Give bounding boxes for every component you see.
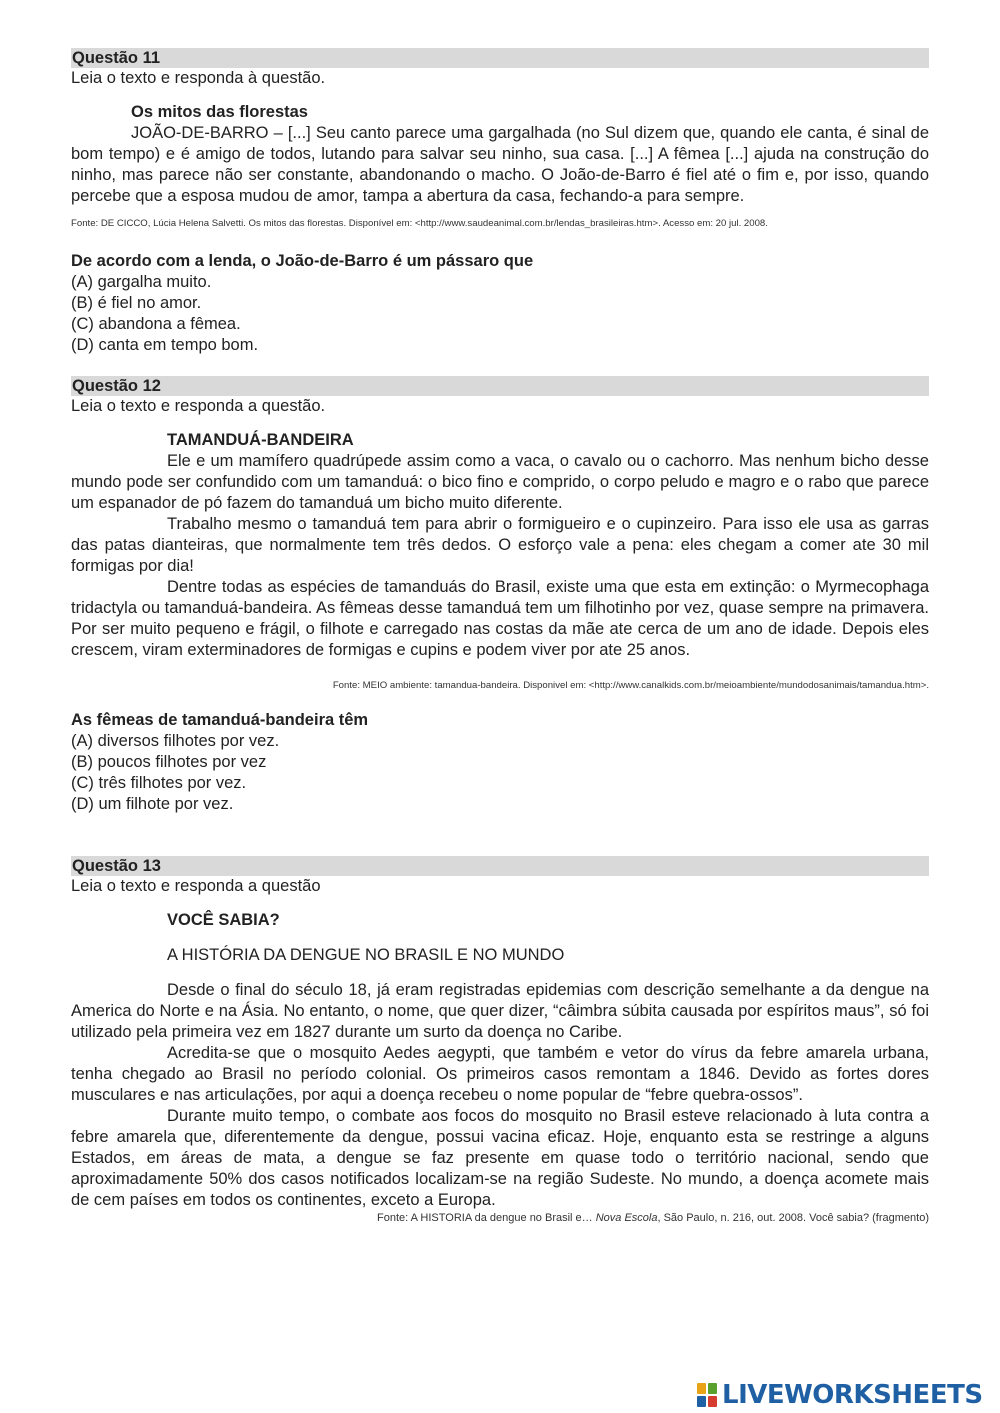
question-13-source-prefix: Fonte: A HISTORIA da dengue no Brasil e… [377,1212,596,1224]
question-12-option-c[interactable]: (C) três filhotes por vez. [71,774,247,792]
question-11-stem: De acordo com a lenda, o João-de-Barro é um pássaro que [71,252,534,270]
question-11-text-title: Os mitos das florestas [131,103,308,121]
question-11-option-a[interactable]: (A) gargalha muito. [71,273,212,291]
question-12-option-b[interactable]: (B) poucos filhotes por vez [71,753,267,771]
question-13-instruction: Leia o texto e responda a questão [71,877,321,895]
question-11-option-b[interactable]: (B) é fiel no amor. [71,294,202,312]
question-11-text-paragraph: JOÃO-DE-BARRO – [...] Seu canto parece uma gargalhada (no Sul dizem que, quando ele canta, é sinal de bom tempo) e é amigo de todos, lutando para salvar seu ninho, sua casa. [...] A fêmea [...] ajuda na construção do ninho, mas parece não ser constante, abandonando o macho. O João-de-Barro é fiel até o fim e, por isso, quando percebe que a esposa mudou de amor, tampa a abertura da casa, fechando-a para sempre. [71,124,929,205]
question-12-instruction: Leia o texto e responda a questão. [71,397,326,415]
question-13-paragraph-3: Durante muito tempo, o combate aos focos do mosquito no Brasil esteve relacionado à luta contra a febre amarela que, diferentemente da dengue, possui vacina eficaz. Hoje, enquanto esta se restringe a alguns Estados, em áreas de mata, a dengue se faz presente em quase todo o território nacional, sendo que aproximadamente 50% dos casos notificados localizam-se na região Sudeste. No mundo, a doença acomete mais de cem países em todos os continentes, exceto a Europa. [71,1107,929,1209]
question-12-text-title: TAMANDUÁ-BANDEIRA [167,431,354,449]
question-13-source-journal: Nova Escola [595,1212,658,1224]
question-12-paragraph-3: Dentre todas as espécies de tamanduás do Brasil, existe uma que esta em extinção: o Myrmecophaga tridactyla ou tamanduá-bandeira. As fêmeas desse tamanduá tem um filhotinho por vez, quase sempre na primavera. Por ser muito pequeno e frágil, o filhote e carregado nas costas da mãe ate cerca de um ano de idade. Depois eles crescem, viram exterminadores de formigas e cupins e podem viver por ate 25 anos. [71,578,929,659]
question-12-paragraph-1: Ele e um mamífero quadrúpede assim como a vaca, o cavalo ou o cachorro. Mas nenhum bicho desse mundo pode ser confundido com um tamanduá: o bico fino e comprido, o corpo peludo e magro e o rabo que parece um espanador de pó fazem do tamanduá um bicho muito diferente. [71,452,929,512]
question-11-source: Fonte: DE CICCO, Lúcia Helena Salvetti. Os mitos das florestas. Disponível em: <http://www.saudeanimal.com.br/lendas_brasileiras.htm>. Acesso em: 20 jul. 2008. [71,218,768,229]
question-11-option-c[interactable]: (C) abandona a fêmea. [71,315,241,333]
worksheet-page [71,48,929,1225]
question-13-header: Questão 13 [71,856,929,876]
question-11-header: Questão 11 [71,48,929,68]
question-12-header: Questão 12 [71,376,929,396]
question-12-option-a[interactable]: (A) diversos filhotes por vez. [71,732,280,750]
liveworksheets-logo[interactable] [696,1379,983,1411]
question-11-option-d[interactable]: (D) canta em tempo bom. [71,336,259,354]
liveworksheets-logo-icon [696,1382,718,1408]
question-11-instruction: Leia o texto e responda à questão. [71,69,326,87]
question-12-stem: As fêmeas de tamanduá-bandeira têm [71,711,369,729]
question-12-paragraph-2: Trabalho mesmo o tamanduá tem para abrir o formigueiro e o cupinzeiro. Para isso ele usa as garras das patas dianteiras, que normalmente tem três dedos. O esforço vale a pena: eles chegam a comer ate 30 mil formigas por dia! [71,515,929,575]
question-12-option-d[interactable]: (D) um filhote por vez. [71,795,234,813]
question-13-paragraph-2: Acredita-se que o mosquito Aedes aegypti, que também e vetor do vírus da febre amarela urbana, tenha chegado ao Brasil no período colonial. Os primeiros casos remontam a 1846. Devido as fortes dores musculares e nas articulações, por aqui a doença recebeu o nome popular de “febre quebra-ossos”. [71,1044,929,1104]
question-13-source-suffix: , São Paulo, n. 216, out. 2008. Você sabia? (fragmento) [657,1212,929,1224]
question-13-text-title: VOCÊ SABIA? [167,911,280,929]
question-12-source: Fonte: MEIO ambiente: tamandua-bandeira. Disponivel em: <http://www.canalkids.com.br/meioambiente/mundodosanimais/tamandua.htm>. [332,680,929,691]
liveworksheets-logo-text: LIVEWORKSHEETS [722,1380,983,1410]
question-13-paragraph-1: Desde o final do século 18, já eram registradas epidemias com descrição semelhante a da dengue na America do Norte e na Ásia. No entanto, o nome, que quer dizer, “câimbra súbita causada por espíritos maus”, só foi utilizado pela primeira vez em 1827 durante um surto da doença no Caribe. [71,981,929,1041]
question-13-source [71,1211,929,1225]
question-13-text-subtitle: A HISTÓRIA DA DENGUE NO BRASIL E NO MUNDO [167,946,565,964]
